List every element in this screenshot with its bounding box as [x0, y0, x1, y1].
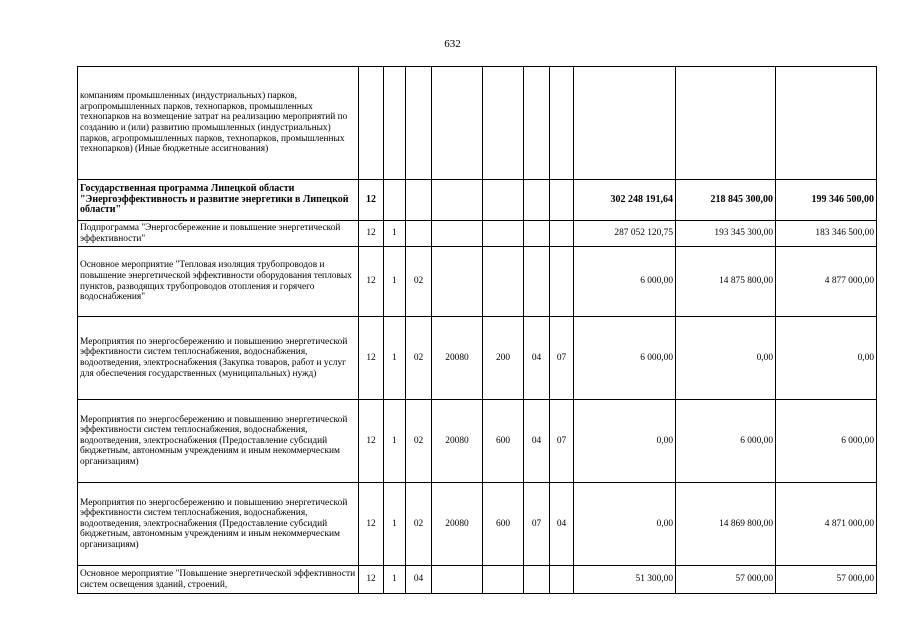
row-name: Подпрограмма "Энергосбережение и повышение энергетической эффективности" [78, 221, 359, 247]
cell-year3: 183 346 500,00 [776, 221, 877, 247]
cell-year1: 0,00 [574, 400, 676, 483]
table-row [78, 247, 877, 317]
cell-year1: 287 052 120,75 [574, 221, 676, 247]
cell-vr [483, 247, 524, 317]
cell-pp: 1 [384, 221, 406, 247]
cell-napr [432, 67, 483, 180]
cell-gp: 12 [359, 566, 384, 594]
table-row [78, 317, 877, 400]
cell-rz [524, 247, 550, 317]
row-name: Мероприятия по энергосбережению и повышению энергетической эффективности систем теплоснабжения, водоснабжения, водоотведения, электроснабжения (Предоставление субсидий бюджетным, автономным учреждениям и иным некоммерческим организациям) [78, 400, 359, 483]
cell-year3: 199 346 500,00 [776, 180, 877, 221]
cell-napr: 20080 [432, 400, 483, 483]
cell-gp: 12 [359, 180, 384, 221]
cell-vr: 600 [483, 483, 524, 566]
cell-year2: 57 000,00 [676, 566, 776, 594]
cell-year1: 0,00 [574, 483, 676, 566]
cell-pp: 1 [384, 317, 406, 400]
cell-year1: 6 000,00 [574, 317, 676, 400]
cell-year1: 6 000,00 [574, 247, 676, 317]
cell-year3: 57 000,00 [776, 566, 877, 594]
table-row [78, 180, 877, 221]
page-number: 632 [444, 38, 461, 50]
cell-year2: 193 345 300,00 [676, 221, 776, 247]
cell-om: 02 [406, 247, 432, 317]
cell-gp: 12 [359, 317, 384, 400]
cell-napr: 20080 [432, 317, 483, 400]
cell-year2: 218 845 300,00 [676, 180, 776, 221]
cell-year2: 14 875 800,00 [676, 247, 776, 317]
cell-pr [550, 566, 574, 594]
cell-pp: 1 [384, 400, 406, 483]
cell-napr [432, 247, 483, 317]
cell-vr [483, 566, 524, 594]
cell-gp: 12 [359, 221, 384, 247]
cell-year1: 51 300,00 [574, 566, 676, 594]
cell-rz: 04 [524, 317, 550, 400]
row-name: компаниям промышленных (индустриальных) парков, агропромышленных парков, технопарков, промышленных технопарков на возмещение затрат на реализацию мероприятий по созданию и (или) развитию промышленных (индустриальных) парков, агропромышленных парков, технопарков, промышленных технопарков) (Иные бюджетные ассигнования) [78, 67, 359, 180]
row-name: Государственная программа Липецкой области "Энергоэффективность и развитие энергетики в Липецкой области" [78, 180, 359, 221]
cell-year1 [574, 67, 676, 180]
cell-pp [384, 67, 406, 180]
cell-pp [384, 180, 406, 221]
cell-napr [432, 566, 483, 594]
cell-year2 [676, 67, 776, 180]
cell-rz [524, 180, 550, 221]
cell-rz [524, 221, 550, 247]
cell-napr: 20080 [432, 483, 483, 566]
cell-vr [483, 221, 524, 247]
budget-table [77, 66, 877, 594]
table-row [78, 483, 877, 566]
cell-pp: 1 [384, 566, 406, 594]
cell-om: 02 [406, 400, 432, 483]
cell-gp: 12 [359, 400, 384, 483]
table-row [78, 221, 877, 247]
cell-vr: 200 [483, 317, 524, 400]
cell-gp: 12 [359, 247, 384, 317]
cell-om: 02 [406, 483, 432, 566]
row-name: Мероприятия по энергосбережению и повышению энергетической эффективности систем теплоснабжения, водоснабжения, водоотведения, электроснабжения (Закупка товаров, работ и услуг для обеспечения государственных (муниципальных) нужд) [78, 317, 359, 400]
cell-year3: 6 000,00 [776, 400, 877, 483]
cell-gp [359, 67, 384, 180]
cell-pp: 1 [384, 247, 406, 317]
cell-vr [483, 67, 524, 180]
cell-om [406, 67, 432, 180]
row-name: Мероприятия по энергосбережению и повышению энергетической эффективности систем теплоснабжения, водоснабжения, водоотведения, электроснабжения (Предоставление субсидий бюджетным, автономным учреждениям и иным некоммерческим организациям) [78, 483, 359, 566]
cell-om [406, 221, 432, 247]
cell-pr: 04 [550, 483, 574, 566]
cell-pr [550, 180, 574, 221]
cell-pr: 07 [550, 400, 574, 483]
row-name: Основное мероприятие "Повышение энергетической эффективности систем освещения зданий, строений, [78, 566, 359, 594]
cell-year2: 14 869 800,00 [676, 483, 776, 566]
cell-gp: 12 [359, 483, 384, 566]
cell-rz: 04 [524, 400, 550, 483]
cell-pr [550, 221, 574, 247]
cell-year3: 4 877 000,00 [776, 247, 877, 317]
cell-year2: 6 000,00 [676, 400, 776, 483]
cell-year1: 302 248 191,64 [574, 180, 676, 221]
cell-om [406, 180, 432, 221]
table-row [78, 67, 877, 180]
cell-year3: 0,00 [776, 317, 877, 400]
cell-om: 02 [406, 317, 432, 400]
cell-rz: 07 [524, 483, 550, 566]
cell-rz [524, 566, 550, 594]
cell-napr [432, 180, 483, 221]
table-row [78, 566, 877, 594]
row-name: Основное мероприятие "Тепловая изоляция трубопроводов и повышение энергетической эффективности оборудования тепловых пунктов, разводящих трубопроводов отопления и горячего водоснабжения" [78, 247, 359, 317]
cell-pp: 1 [384, 483, 406, 566]
cell-year3: 4 871 000,00 [776, 483, 877, 566]
cell-pr [550, 67, 574, 180]
cell-rz [524, 67, 550, 180]
table-row [78, 400, 877, 483]
cell-year2: 0,00 [676, 317, 776, 400]
cell-vr [483, 180, 524, 221]
cell-pr [550, 247, 574, 317]
cell-pr: 07 [550, 317, 574, 400]
cell-om: 04 [406, 566, 432, 594]
cell-year3 [776, 67, 877, 180]
cell-napr [432, 221, 483, 247]
cell-vr: 600 [483, 400, 524, 483]
